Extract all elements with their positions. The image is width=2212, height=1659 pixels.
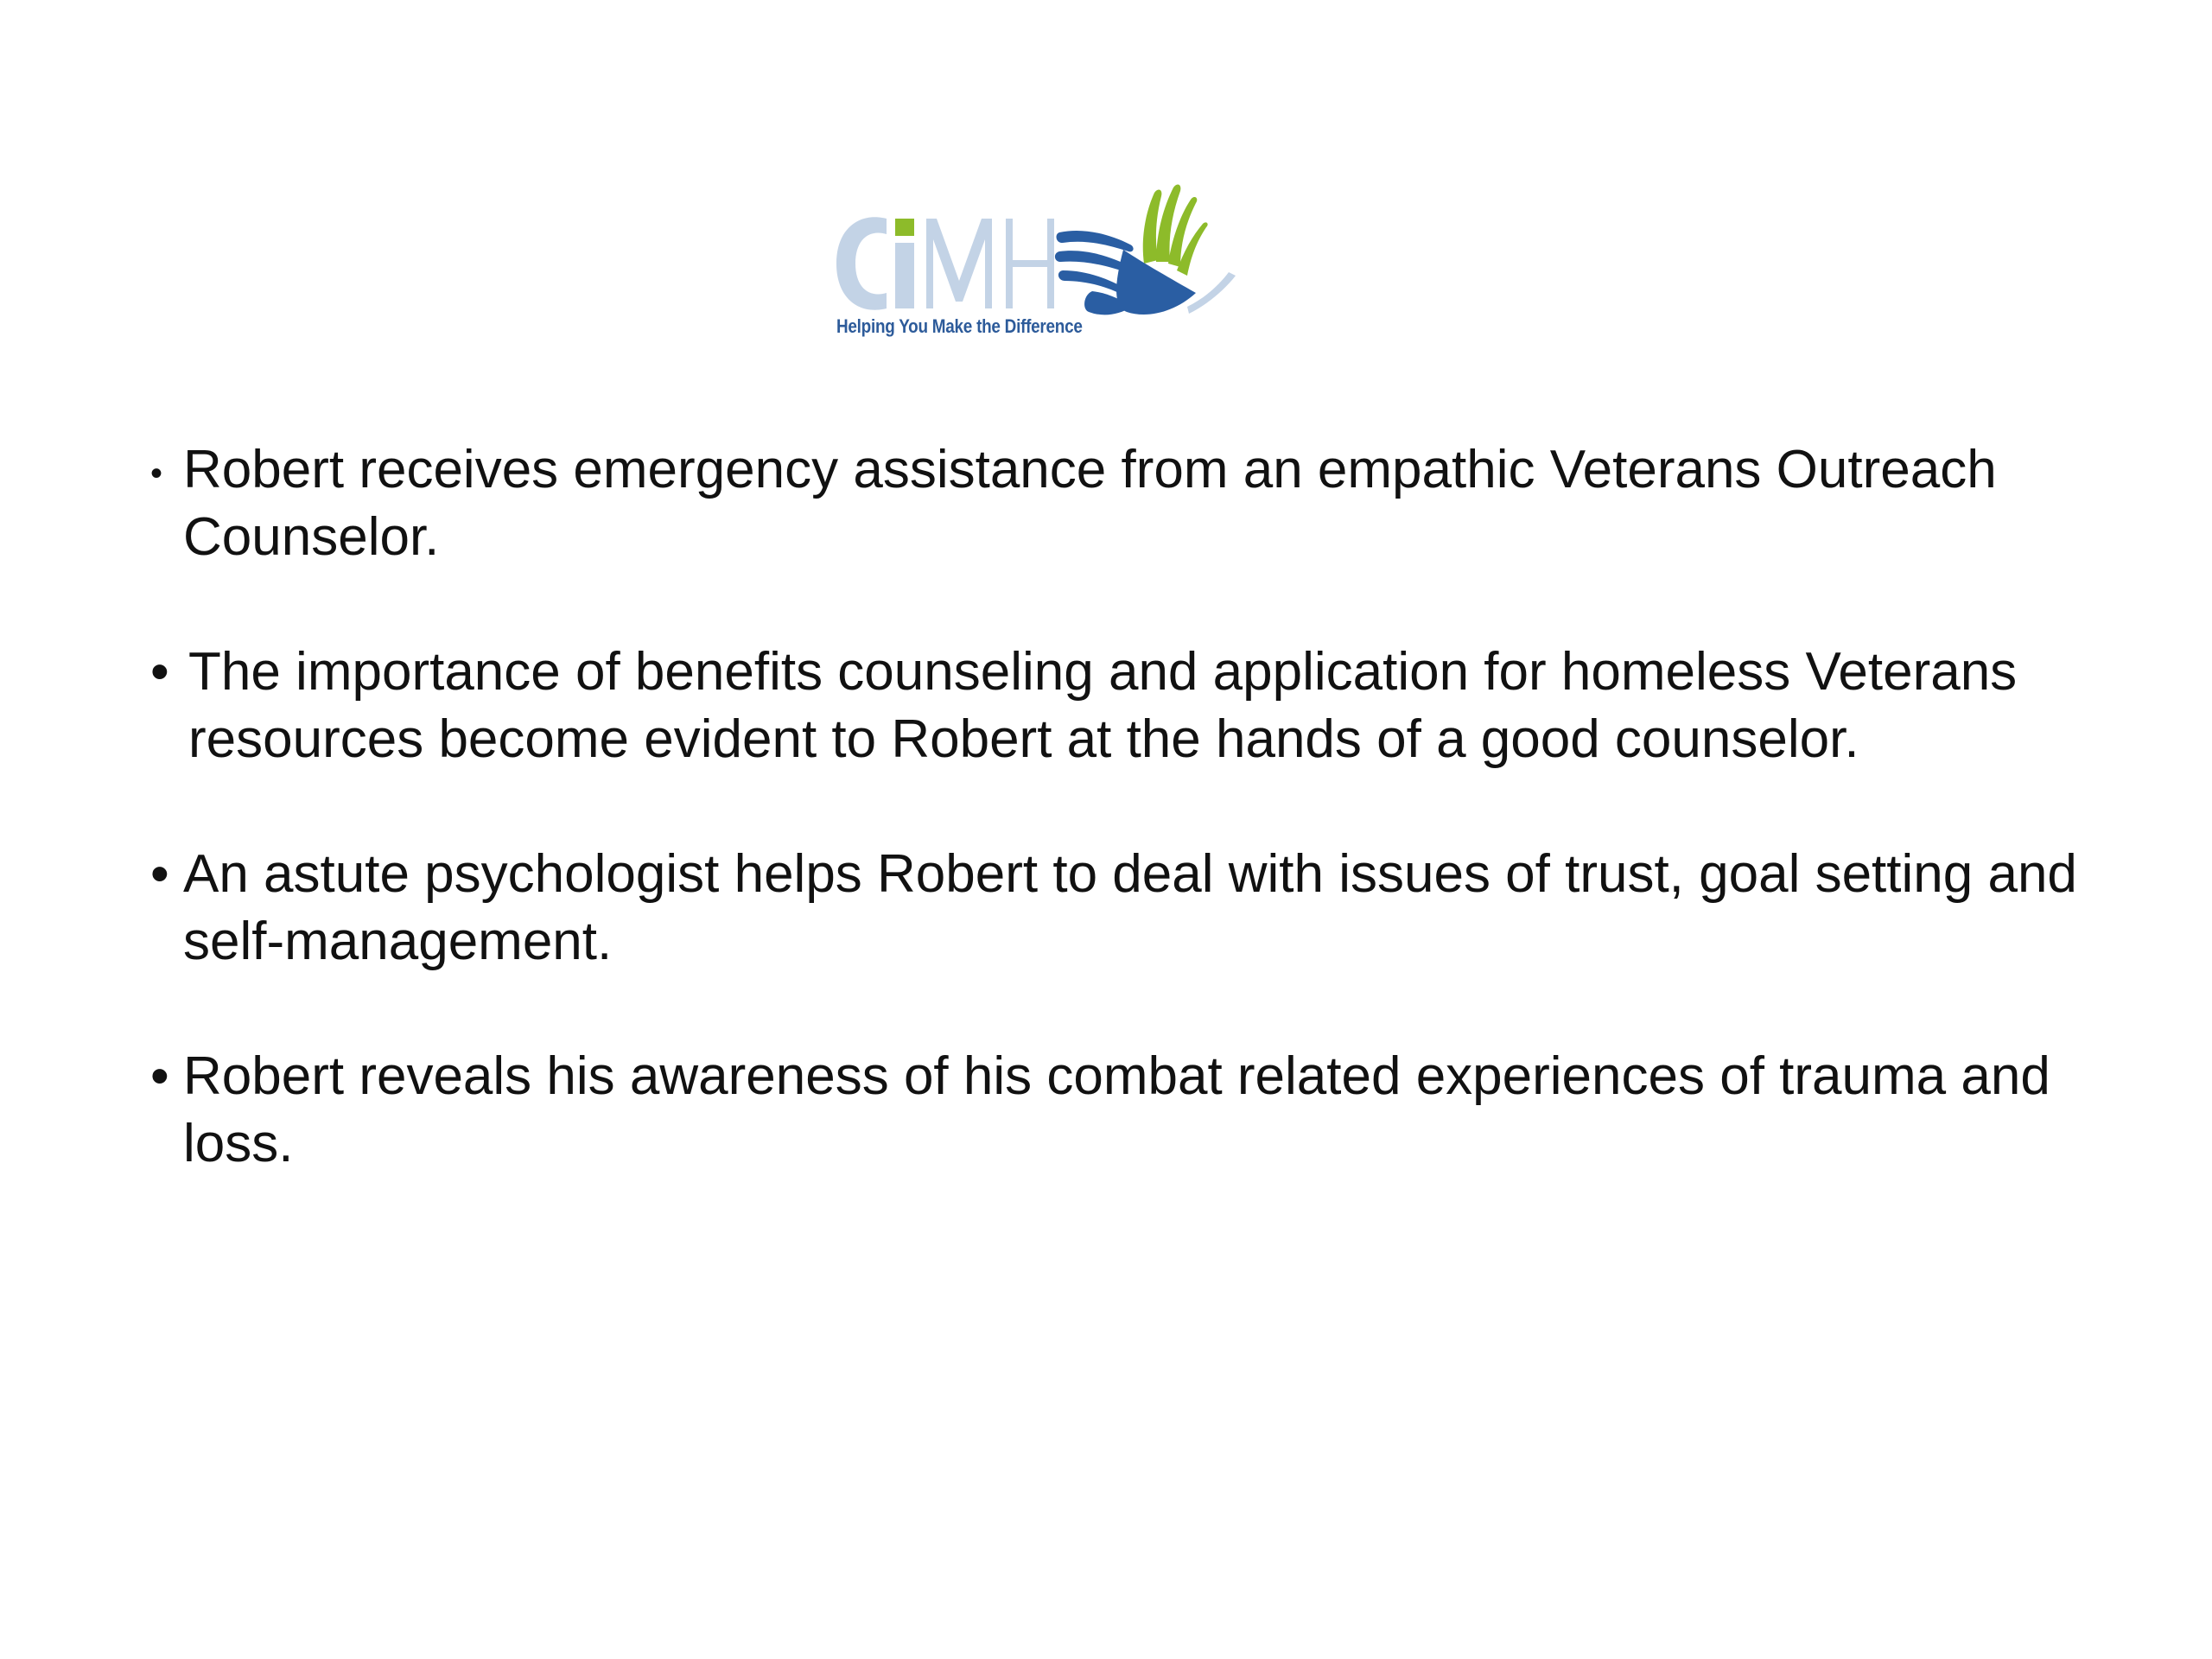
bullet-item <box>150 841 2172 976</box>
bullet-marker: • <box>150 844 169 904</box>
cimh-logo-mark <box>833 177 1239 324</box>
bullet-text: The importance of benefits counseling and application for homeless Veterans resources become evident to Robert at the hands of a good counselor. <box>188 642 2018 769</box>
bullet-item <box>150 639 2172 773</box>
logo-dot <box>895 219 914 236</box>
bullet-item <box>150 436 2172 571</box>
bullet-marker: • <box>150 454 163 493</box>
bullet-item <box>150 1043 2172 1178</box>
logo-tagline: Helping You Make the Difference <box>836 315 1083 337</box>
bullet-text: Robert reveals his awareness of his combat related experiences of trauma and loss. <box>183 1046 2050 1173</box>
bullet-marker: • <box>150 1046 169 1106</box>
cimh-logo <box>833 177 1239 350</box>
bullet-text: Robert receives emergency assistance from an empathic Veterans Outreach Counselor. <box>183 440 1997 567</box>
bullet-text: An astute psychologist helps Robert to deal with issues of trust, goal setting and self-management. <box>183 844 2077 971</box>
bullet-list <box>150 436 2172 1245</box>
bullet-marker: • <box>150 642 169 702</box>
